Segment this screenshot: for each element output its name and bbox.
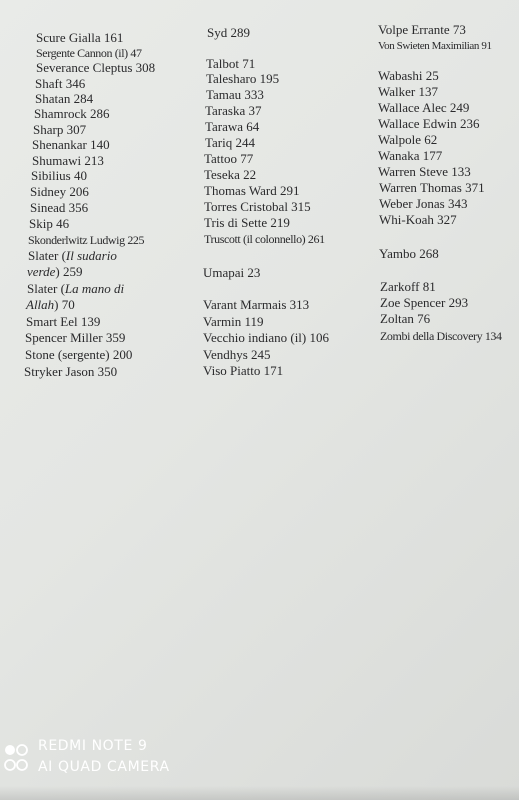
index-entry: Talbot 71	[206, 56, 256, 71]
entry-italic-title: Allah	[26, 297, 55, 312]
index-entry-continuation	[27, 264, 82, 280]
index-entry: Spencer Miller 359	[25, 330, 126, 345]
index-entry: Weber Jonas 343	[379, 196, 468, 211]
index-entry-continuation	[26, 297, 75, 313]
entry-italic-title: Il sudario	[65, 248, 117, 263]
entry-text: ) 259	[55, 264, 83, 279]
watermark-camera: AI QUAD CAMERA	[38, 759, 170, 775]
index-entry: Zoltan 76	[380, 311, 431, 326]
index-entry: Sidney 206	[30, 184, 89, 199]
index-entry: Skip 46	[29, 216, 70, 231]
index-entry: Sergente Cannon (il) 47	[36, 46, 142, 60]
watermark-model: REDMI NOTE 9	[38, 738, 148, 754]
index-entry: Teseka 22	[204, 167, 257, 182]
index-entry: Thomas Ward 291	[204, 183, 300, 198]
entry-text: Slater (	[28, 248, 66, 263]
index-entry: Stryker Jason 350	[24, 364, 118, 379]
index-entry: Shaft 346	[35, 76, 86, 91]
index-entry: Stone (sergente) 200	[25, 347, 133, 362]
index-entry: Yambo 268	[379, 246, 439, 261]
index-entry: Tattoo 77	[204, 151, 254, 166]
index-entry: Wanaka 177	[378, 148, 443, 163]
index-entry: Sibilius 40	[31, 168, 87, 183]
index-entry: Sharp 307	[33, 122, 87, 137]
entry-text: Slater (	[27, 281, 65, 296]
index-entry: Tariq 244	[205, 135, 255, 150]
entry-italic-title: La mano di	[64, 281, 125, 296]
index-entry: Warren Thomas 371	[379, 180, 485, 195]
index-entry: Varmin 119	[203, 314, 264, 329]
index-entry: Wallace Edwin 236	[378, 116, 480, 131]
index-entry: Warren Steve 133	[378, 164, 471, 179]
index-entry: Zombi della Discovery 134	[380, 329, 502, 343]
index-entry: Zoe Spencer 293	[380, 295, 469, 310]
index-entry: Truscott (il colonnello) 261	[204, 232, 325, 246]
index-entry: Severance Cleptus 308	[36, 60, 156, 75]
index-entry	[27, 281, 124, 297]
camera-watermark	[4, 737, 244, 781]
index-entry: Talesharo 195	[206, 71, 280, 86]
index-entry: Wallace Alec 249	[378, 100, 470, 115]
index-entry: Shumawi 213	[32, 153, 104, 168]
index-entry: Skonderlwitz Ludwig 225	[28, 233, 145, 247]
index-entry: Wabashi 25	[378, 68, 439, 83]
index-entry: Shatan 284	[35, 91, 94, 106]
index-entry: Whi-Koah 327	[379, 212, 457, 227]
index-entry: Sinead 356	[30, 200, 89, 215]
index-entry: Zarkoff 81	[380, 279, 436, 294]
index-entry: Tris di Sette 219	[204, 215, 290, 230]
index-entry: Tamau 333	[206, 87, 264, 102]
index-entry: Tarawa 64	[205, 119, 260, 134]
index-entry: Vecchio indiano (il) 106	[203, 330, 329, 345]
index-entry: Walpole 62	[378, 132, 438, 147]
index-entry: Scure Gialla 161	[36, 30, 124, 45]
index-entry: Volpe Errante 73	[378, 22, 466, 37]
index-entry: Walker 137	[378, 84, 438, 99]
index-entry	[28, 248, 117, 264]
index-entry: Viso Piatto 171	[203, 363, 284, 378]
entry-italic-title: verde	[27, 264, 56, 279]
entry-text: ) 70	[54, 297, 75, 312]
index-entry: Umapai 23	[203, 265, 261, 280]
index-entry: Varant Marmais 313	[203, 297, 310, 312]
page-edge-shadow	[0, 786, 519, 800]
index-entry: Von Swieten Maximilian 91	[378, 40, 492, 52]
index-entry: Vendhys 245	[203, 347, 271, 362]
index-entry: Smart Eel 139	[26, 314, 101, 329]
index-entry: Syd 289	[207, 25, 250, 40]
index-entry: Shenankar 140	[32, 137, 110, 152]
index-entry: Shamrock 286	[34, 106, 110, 121]
camera-dots-icon	[4, 741, 30, 775]
index-entry: Torres Cristobal 315	[204, 199, 311, 214]
index-entry: Taraska 37	[205, 103, 262, 118]
